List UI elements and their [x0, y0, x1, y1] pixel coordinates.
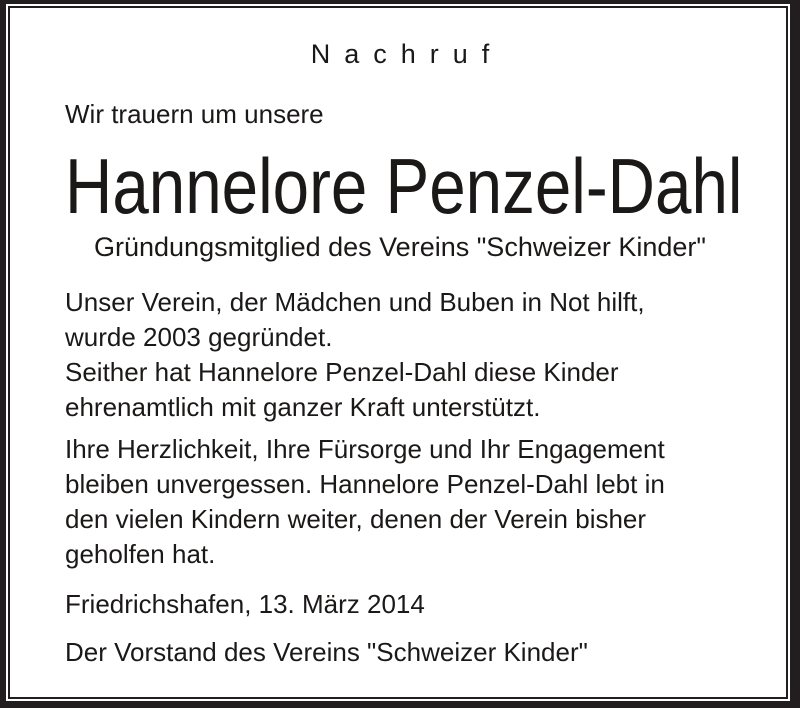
- mourning-intro-line: Wir trauern um unsere: [65, 99, 324, 129]
- place-date-line: Friedrichshafen, 13. März 2014: [65, 589, 425, 619]
- deceased-role-subtitle: Gründungsmitglied des Vereins "Schweizer Kinder": [94, 232, 706, 262]
- signoff-line: Der Vorstand des Vereins "Schweizer Kinder": [65, 637, 588, 667]
- deceased-name: Hannelore Penzel-Dahl: [65, 142, 743, 230]
- notice-heading: Nachruf: [310, 39, 504, 69]
- body-paragraph-founding: Unser Verein, der Mädchen und Buben in Not hilft, wurde 2003 gegründet. Seither hat Hannelore Penzel-Dahl diese Kinder ehrenamtlich mit ganzer Kraft unterstützt.: [65, 287, 645, 422]
- body-paragraph-tribute: Ihre Herzlichkeit, Ihre Fürsorge und Ihr Engagement bleiben unvergessen. Hannelore Penzel-Dahl lebt in den vielen Kindern weiter, denen der Verein bisher geholfen hat.: [65, 434, 665, 569]
